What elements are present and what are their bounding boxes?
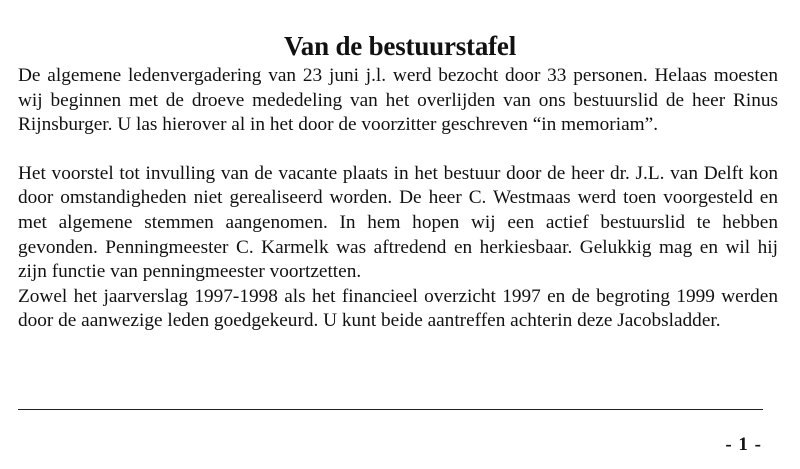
page-number: - 1 - [725, 434, 762, 455]
paragraph-annual-report: Zowel het jaarverslag 1997-1998 als het financieel overzicht 1997 en de begroting 1999 werden door de aanwezige leden goedgekeurd. U kunt beide aantreffen achterin deze Jacobsladder. [18, 285, 778, 332]
paragraph-board-changes: Het voorstel tot invulling van de vacante plaats in het bestuur door de heer dr. J.L. van Delft kon door omstandigheden niet gerealiseerd worden. De heer C. Westmaas werd toen voorgesteld en met algemene stemmen aangenomen. In hem hopen wij een actief bestuurslid te hebben gevonden. Penningmeester C. Karmelk was aftredend en herkiesbaar. Gelukkig mag en wil hij zijn functie van penningmeester voortzetten. [18, 162, 778, 283]
article-body [18, 64, 778, 334]
article-title: Van de bestuurstafel [283, 31, 517, 61]
paragraph-meeting-report: De algemene ledenvergadering van 23 juni j.l. werd bezocht door 33 personen. Helaas moesten wij beginnen met de droeve mededeling van het overlijden van ons bestuurslid de heer Rinus Rijnsburger. U las hierover al in het door de voorzitter geschreven “in memoriam”. [18, 65, 778, 136]
footer-divider [18, 409, 763, 410]
